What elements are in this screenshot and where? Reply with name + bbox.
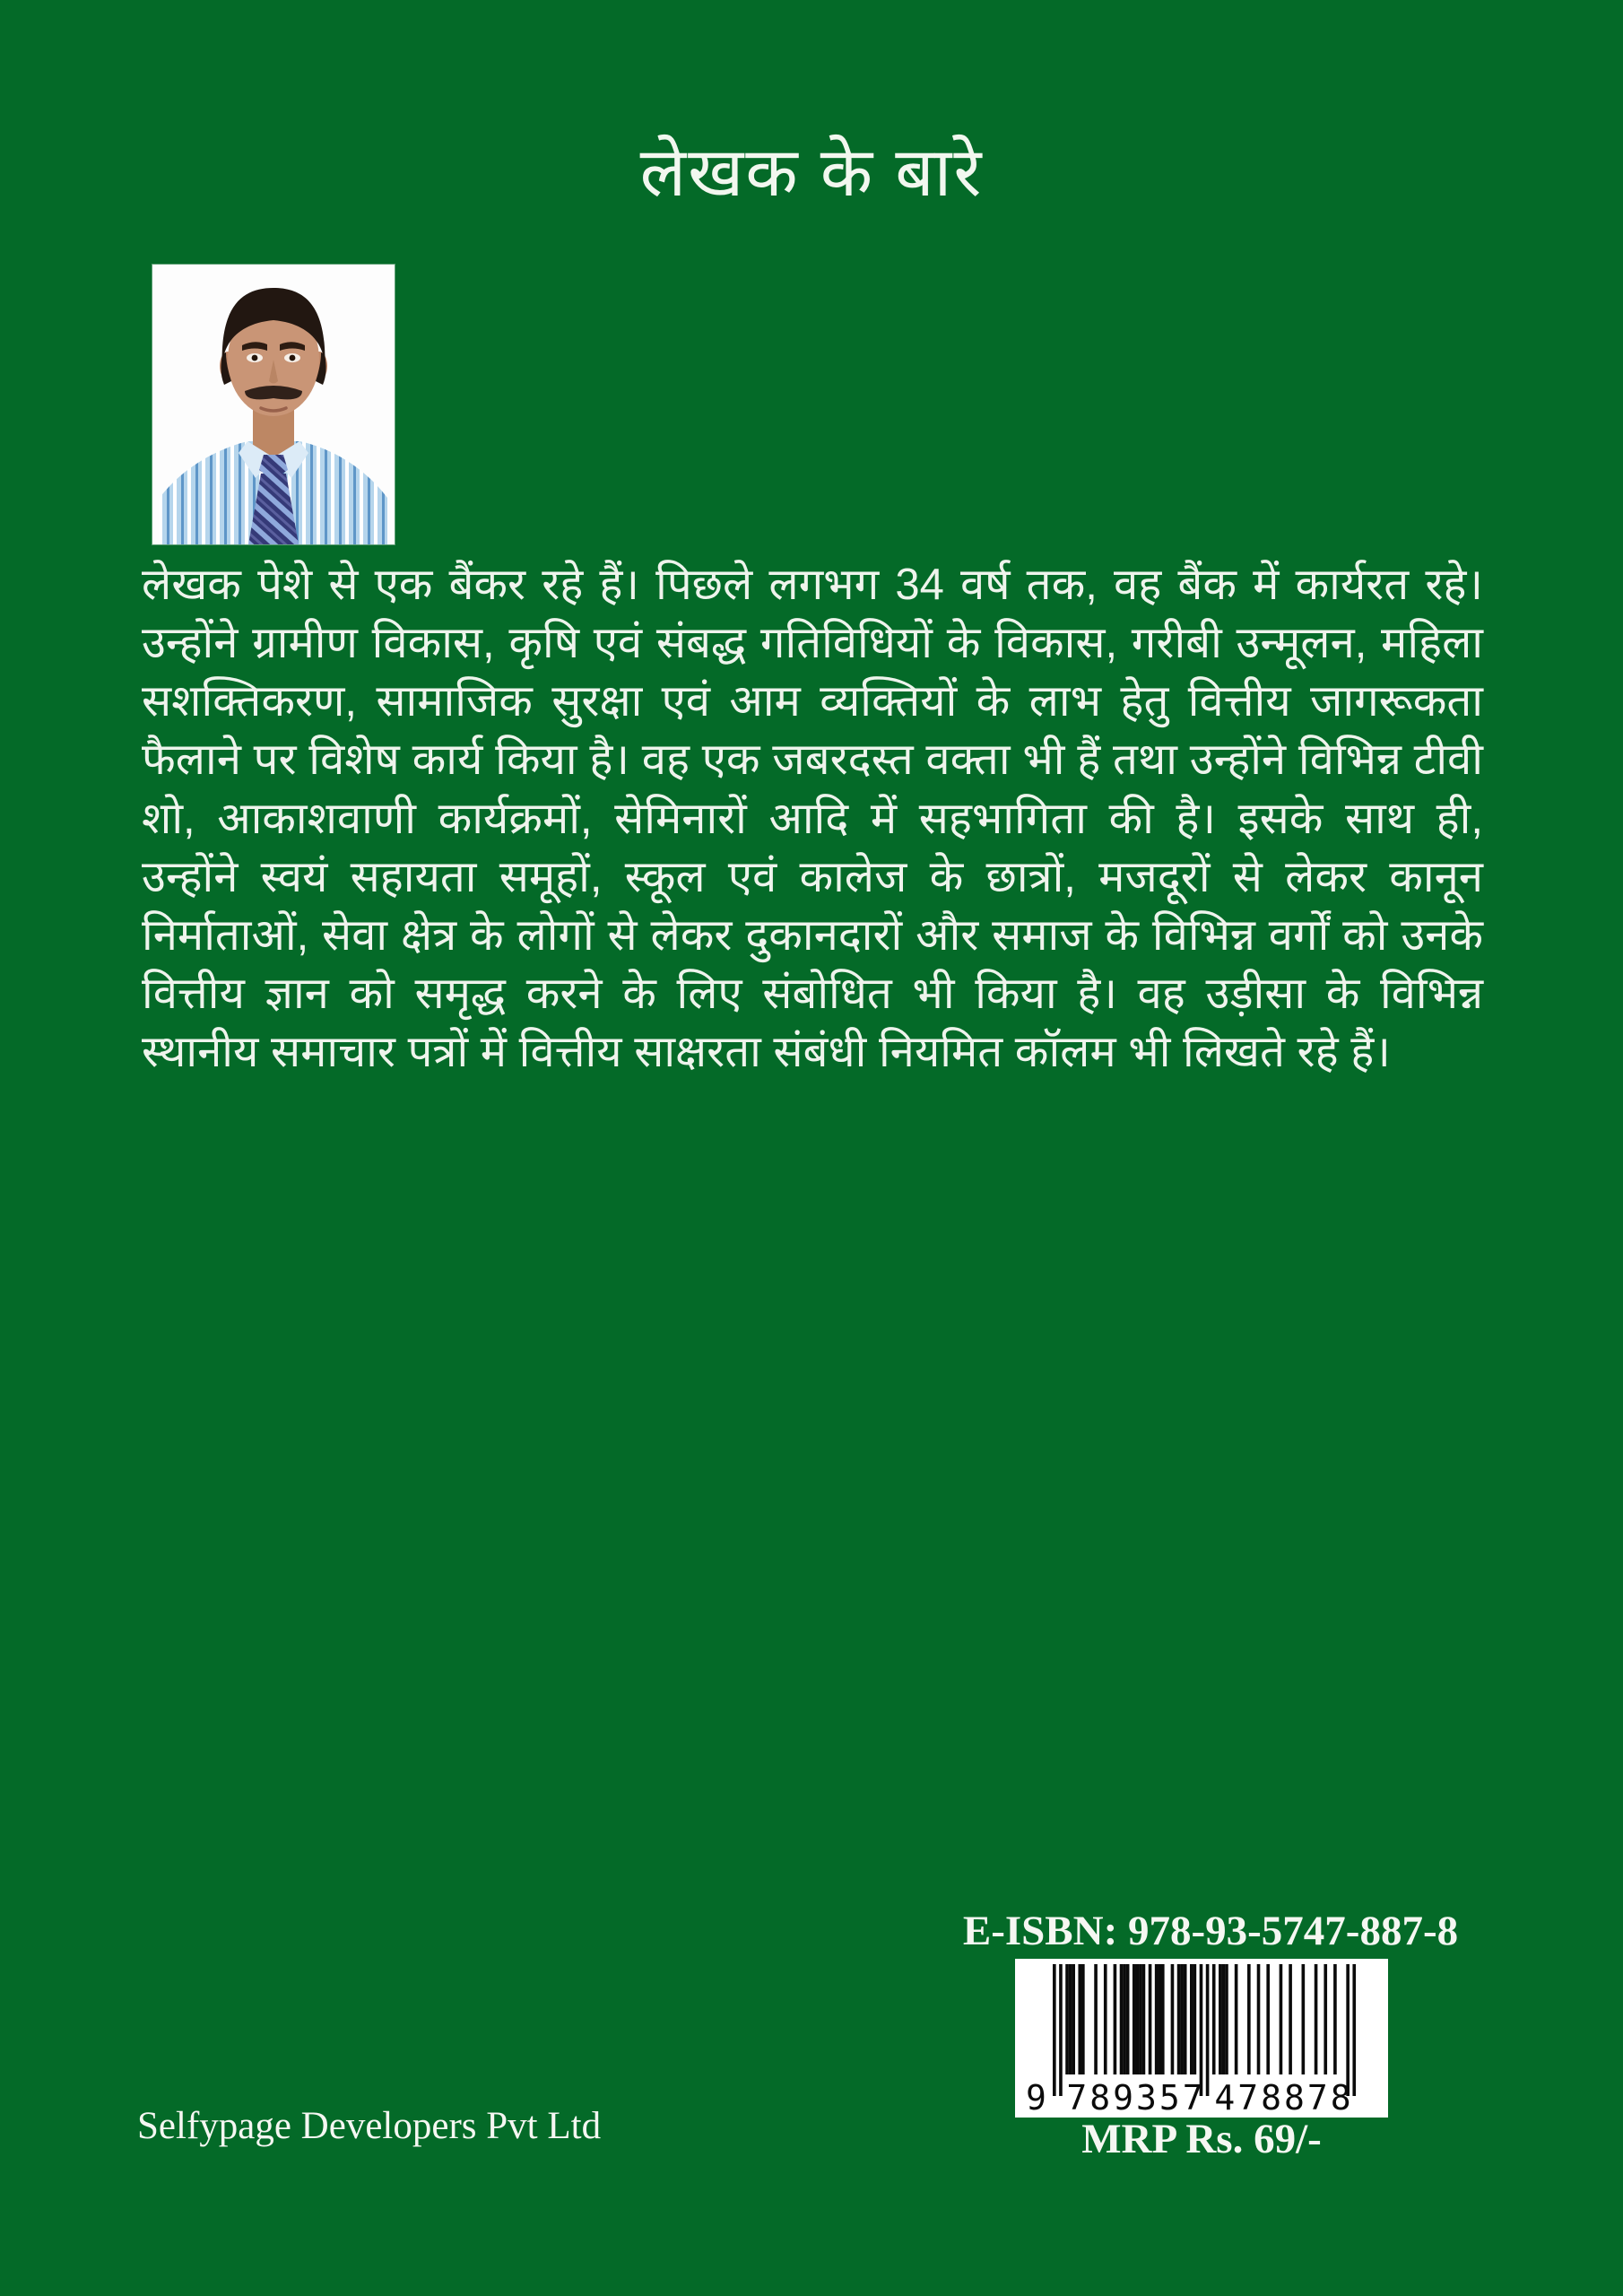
e-isbn-text: E-ISBN: 978-93-5747-887-8: [962, 1908, 1459, 1954]
isbn-barcode: [1015, 1959, 1388, 2118]
svg-text:478878: 478878: [1214, 2078, 1354, 2118]
mrp-text: MRP Rs. 69/-: [1081, 2116, 1322, 2162]
author-bio-paragraph: लेखक पेशे से एक बैंकर रहे हैं। पिछले लगभग 34 वर्ष तक, वह बैंक में कार्यरत रहे। उन्होंने ग्रामीण विकास, कृषि एवं संबद्ध गतिविधियों के विकास, गरीबी उन्मूलन, महिला सशक्तिकरण, सामाजिक सुरक्षा एवं आम व्यक्तियों के लाभ हेतु वित्तीय जागरूकता फैलाने पर विशेष कार्य किया है। वह एक जबरदस्त वक्ता भी हैं तथा उन्होंने विभिन्न टीवी शो, आकाशवाणी कार्यक्रमों, सेमिनारों आदि में सहभागिता की है। इसके साथ ही, उन्होंने स्वयं सहायता समूहों, स्कूल एवं कालेज के छात्रों, मजदूरों से लेकर कानून निर्माताओं, सेवा क्षेत्र के लोगों से लेकर दुकानदारों और समाज के विभिन्न वर्गों को उनके वित्तीय ज्ञान को समृद्ध करने के लिए संबोधित भी किया है। वह उड़ीसा के विभिन्न स्थानीय समाचार पत्रों में वित्तीय साक्षरता संबंधी नियमित कॉलम भी लिखते रहे हैं।: [142, 561, 1483, 1077]
publisher-name: Selfypage Developers Pvt Ltd: [137, 2105, 602, 2147]
svg-text:9: 9: [1026, 2078, 1046, 2118]
svg-text:789357: 789357: [1066, 2078, 1206, 2118]
author-photo: [152, 265, 395, 544]
page-title: लेखक के बारे: [639, 135, 984, 211]
portrait-illustration: [152, 265, 395, 544]
barcode-bars: [1015, 1959, 1388, 2118]
